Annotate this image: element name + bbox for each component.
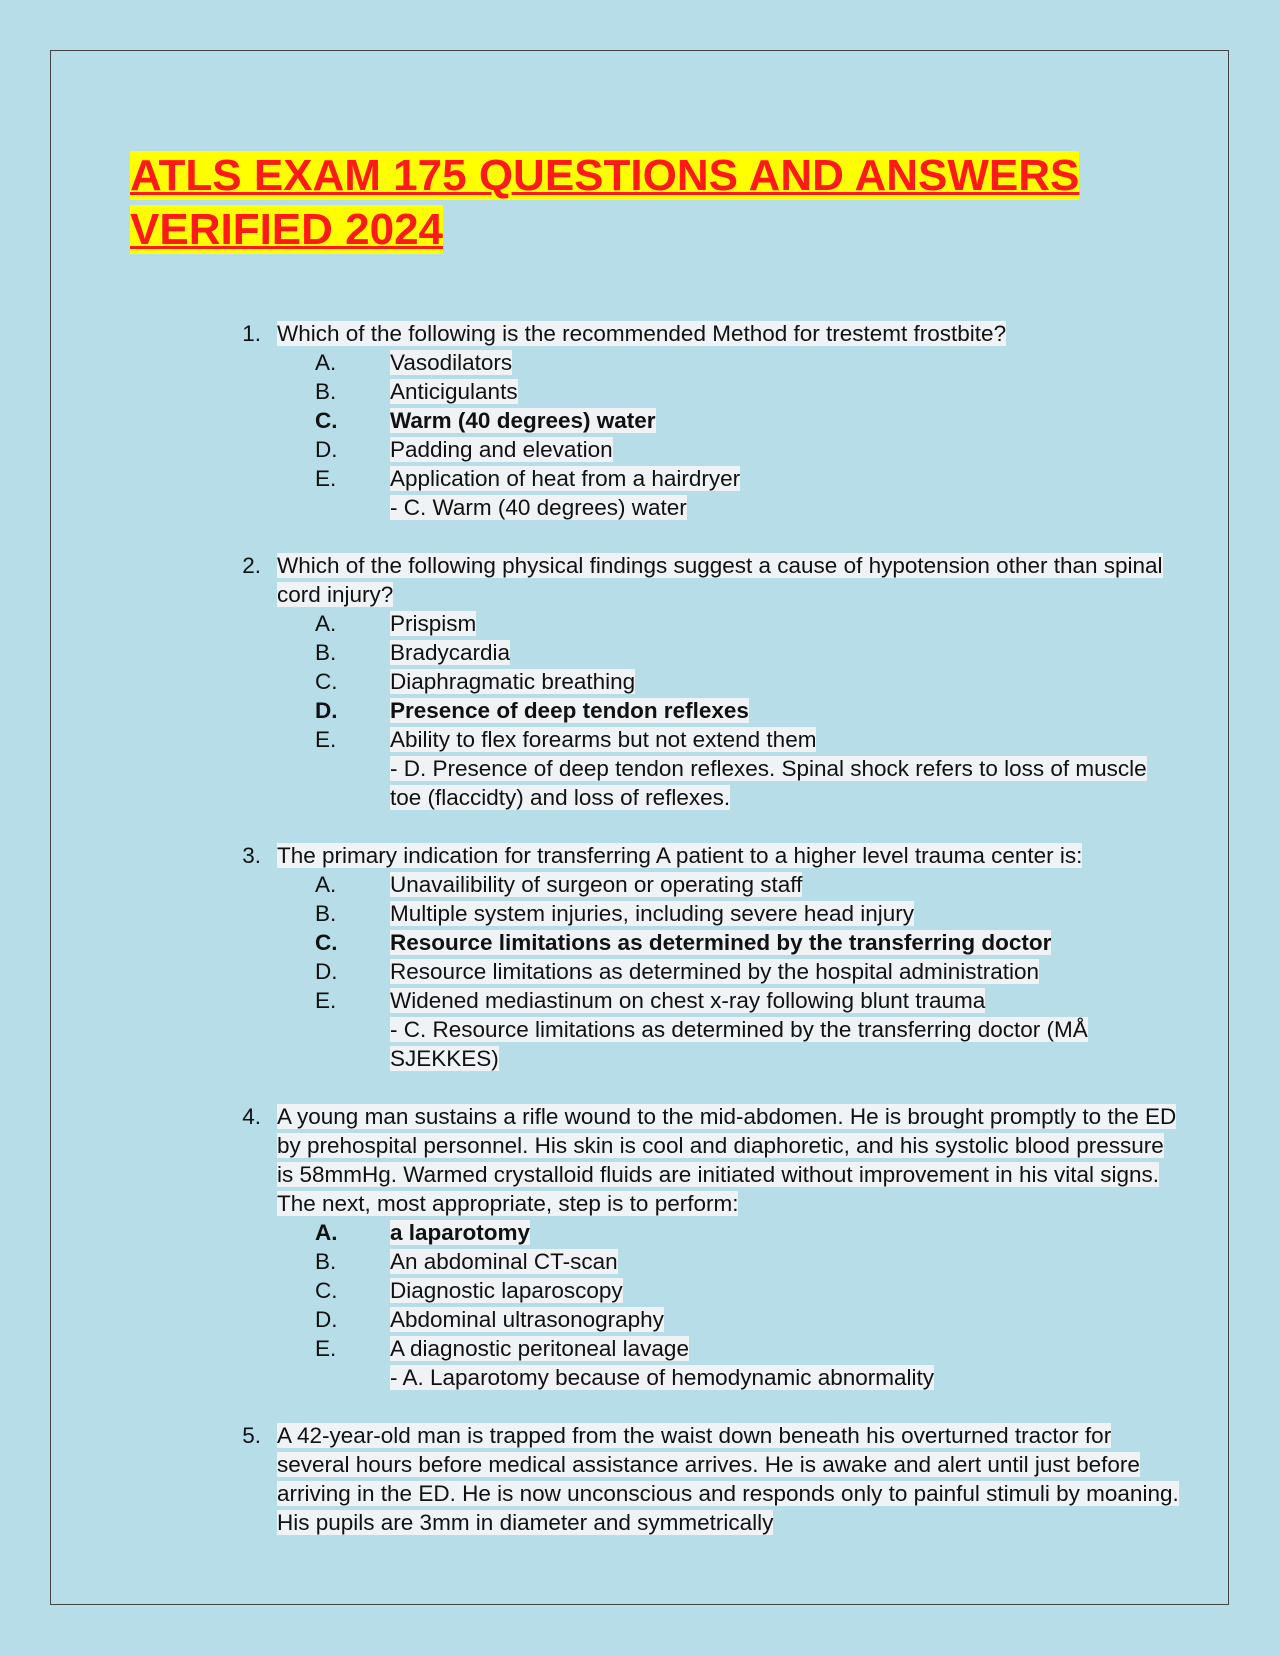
question-stem: A 42-year-old man is trapped from the waist down beneath his overturned tractor for several hours before medical assistance arrives. He is awake and alert until just before arriving in the ED. He is now unconscious and responds only to painful stimuli by moaning. His pupils are 3mm in diameter and symmetrically: [277, 1423, 1179, 1535]
option-letter: C.: [315, 408, 338, 433]
option-a: [277, 348, 1181, 377]
option-text: Resource limitations as determined by the hospital administration: [390, 959, 1040, 984]
option-text: A diagnostic peritoneal lavage: [390, 1336, 689, 1361]
option-b: [277, 638, 1181, 667]
option-letter: D.: [315, 959, 338, 984]
option-text: Multiple system injuries, including severe head injury: [390, 901, 914, 926]
option-letter: C.: [315, 669, 338, 694]
option-c-correct: [277, 928, 1181, 957]
title-line-2: VERIFIED 2024: [130, 205, 444, 254]
option-letter: E.: [315, 466, 337, 491]
option-list: [277, 609, 1181, 754]
option-text: Padding and elevation: [390, 437, 613, 462]
answer-text: - C. Warm (40 degrees) water: [390, 495, 687, 520]
option-text: Ability to flex forearms but not extend them: [390, 727, 817, 752]
option-text: Unavailibility of surgeon or operating staff: [390, 872, 803, 897]
question-number: 1.: [242, 321, 261, 346]
option-text: Widened mediastinum on chest x-ray following blunt trauma: [390, 988, 986, 1013]
question-4: [181, 1102, 1181, 1392]
option-b: [277, 1247, 1181, 1276]
option-letter: B.: [315, 901, 337, 926]
option-letter: D.: [315, 698, 338, 723]
option-text: a laparotomy: [390, 1220, 531, 1245]
title-line-1: ATLS EXAM 175 QUESTIONS AND ANSWERS: [130, 151, 1080, 200]
option-b: [277, 377, 1181, 406]
option-letter: E.: [315, 1336, 337, 1361]
option-e: [277, 1334, 1181, 1363]
document-title: [130, 149, 1079, 257]
question-number: 4.: [242, 1104, 261, 1129]
option-text: Bradycardia: [390, 640, 511, 665]
question-number: 5.: [242, 1423, 261, 1448]
option-text: Vasodilators: [390, 350, 513, 375]
option-text: Anticigulants: [390, 379, 518, 404]
question-number: 2.: [242, 553, 261, 578]
document-page: [50, 50, 1229, 1605]
answer-text: - D. Presence of deep tendon reflexes. Spinal shock refers to loss of muscle toe (flaccidty) and loss of reflexes.: [390, 756, 1147, 810]
option-text: Diagnostic laparoscopy: [390, 1278, 623, 1303]
option-list: [277, 1218, 1181, 1363]
option-letter: B.: [315, 1249, 337, 1274]
option-d: [277, 435, 1181, 464]
option-text: Warm (40 degrees) water: [390, 408, 656, 433]
question-list: [181, 319, 1181, 1566]
option-letter: B.: [315, 640, 337, 665]
question-1: [181, 319, 1181, 522]
option-d: [277, 1305, 1181, 1334]
option-b: [277, 899, 1181, 928]
option-list: [277, 870, 1181, 1015]
question-stem: The primary indication for transferring A patient to a higher level trauma center is:: [277, 843, 1083, 868]
option-text: Resource limitations as determined by the transferring doctor: [390, 930, 1052, 955]
option-letter: A.: [315, 1220, 338, 1245]
option-letter: A.: [315, 611, 337, 636]
option-text: Presence of deep tendon reflexes: [390, 698, 749, 723]
question-stem: A young man sustains a rifle wound to the mid-abdomen. He is brought promptly to the ED by prehospital personnel. His skin is cool and diaphoretic, and his systolic blood pressure is 58mmHg. Warmed crystalloid fluids are initiated without improvement in his vital signs. The next, most appropriate, step is to perform:: [277, 1104, 1177, 1216]
answer-explanation: [277, 493, 1181, 522]
option-d: [277, 957, 1181, 986]
option-letter: C.: [315, 930, 338, 955]
option-letter: D.: [315, 437, 338, 462]
question-number: 3.: [242, 843, 261, 868]
option-a: [277, 870, 1181, 899]
answer-explanation: [277, 754, 1181, 812]
option-letter: A.: [315, 872, 337, 897]
question-stem: Which of the following is the recommended Method for trestemt frostbite?: [277, 321, 1007, 346]
option-text: Abdominal ultrasonography: [390, 1307, 664, 1332]
question-2: [181, 551, 1181, 812]
option-c: [277, 1276, 1181, 1305]
option-letter: B.: [315, 379, 337, 404]
option-letter: E.: [315, 727, 337, 752]
question-3: [181, 841, 1181, 1073]
option-letter: C.: [315, 1278, 338, 1303]
question-5: [181, 1421, 1181, 1537]
answer-explanation: [277, 1015, 1181, 1073]
option-a-correct: [277, 1218, 1181, 1247]
option-list: [277, 348, 1181, 493]
answer-explanation: [277, 1363, 1181, 1392]
option-c: [277, 667, 1181, 696]
answer-text: - A. Laparotomy because of hemodynamic abnormality: [390, 1365, 935, 1390]
option-e: [277, 986, 1181, 1015]
option-text: Prispism: [390, 611, 477, 636]
question-stem: Which of the following physical findings suggest a cause of hypotension other than spinal cord injury?: [277, 553, 1163, 607]
answer-text: - C. Resource limitations as determined by the transferring doctor (MÅ SJEKKES): [390, 1017, 1088, 1071]
option-text: Diaphragmatic breathing: [390, 669, 636, 694]
option-letter: D.: [315, 1307, 338, 1332]
option-letter: A.: [315, 350, 337, 375]
option-text: An abdominal CT-scan: [390, 1249, 618, 1274]
option-c-correct: [277, 406, 1181, 435]
option-e: [277, 725, 1181, 754]
option-a: [277, 609, 1181, 638]
option-text: Application of heat from a hairdryer: [390, 466, 741, 491]
option-letter: E.: [315, 988, 337, 1013]
option-e: [277, 464, 1181, 493]
option-d-correct: [277, 696, 1181, 725]
